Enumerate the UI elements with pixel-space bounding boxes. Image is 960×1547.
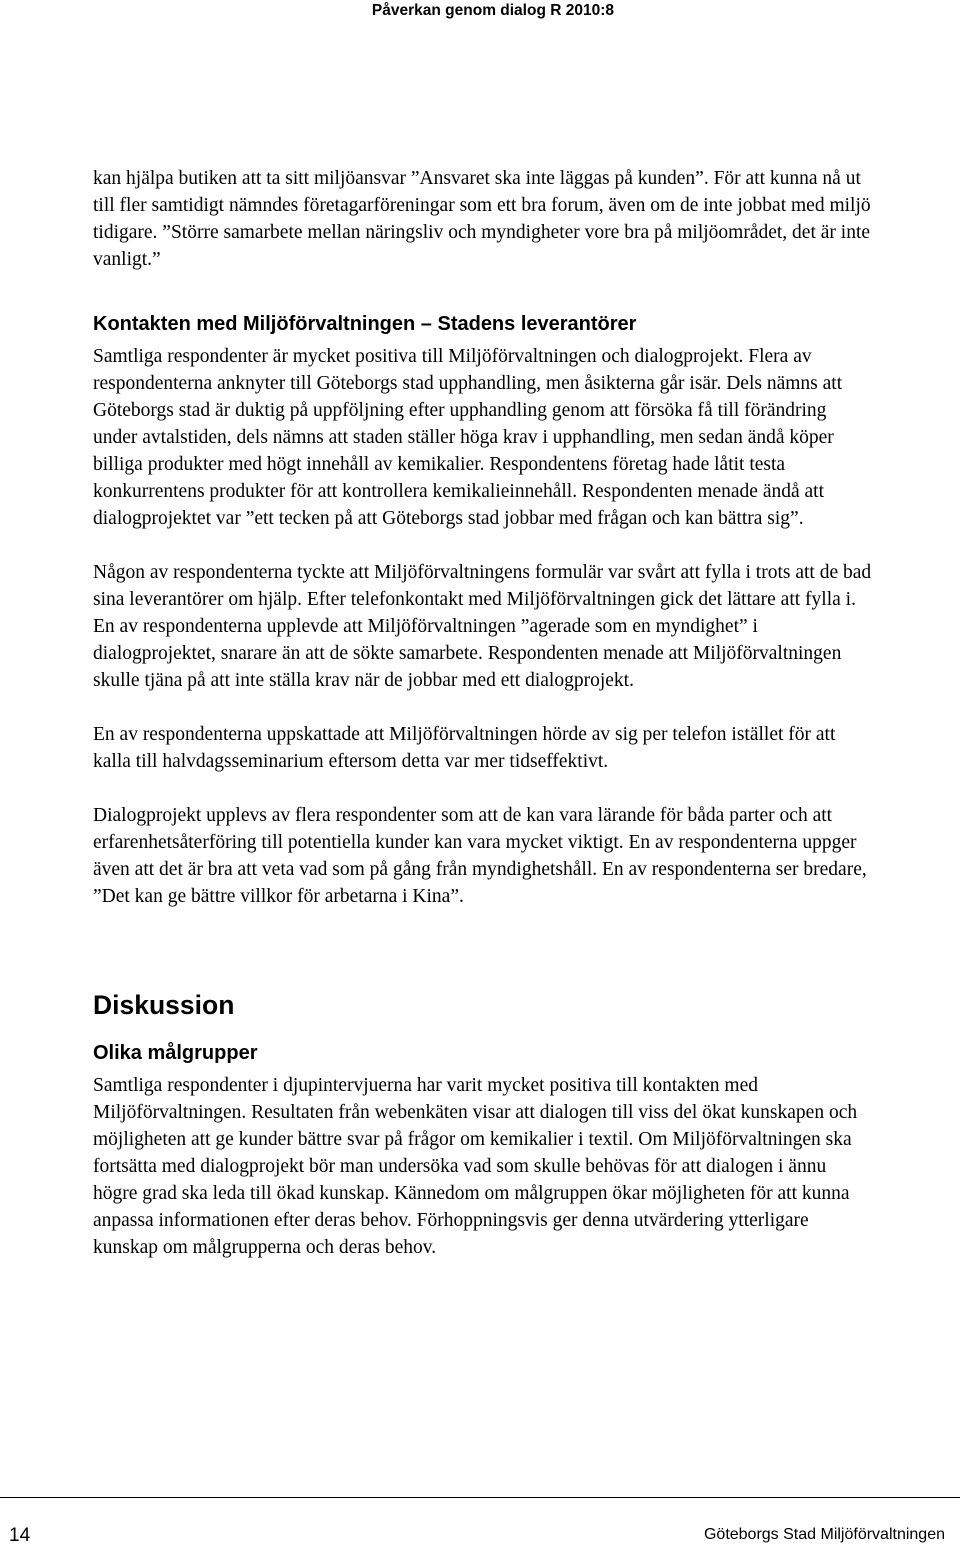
paragraph-dialog-learning: Dialogprojekt upplevs av flera respondenter som att de kan vara lärande för båda parter och att erfarenhetsåterföring till potentiella kunder kan vara mycket viktigt. En av respondenterna uppger även att det är bra att veta vad som på gång från myndighetshåll. En av respondenterna ser bredare, ”Det kan ge bättre villkor för arbetarna i Kina”.: [93, 805, 867, 907]
paragraph-respondents-positive: Samtliga respondenter är mycket positiva till Miljöförvaltningen och dialogprojekt. Flera av respondenterna anknyter till Göteborgs stad upphandling, men åsikterna går isär. Dels nämns att Göteborgs stad är duktig på uppföljning efter upphandling genom att försöka få till förändring under avtalstiden, dels nämns att staden ställer höga krav i upphandling, men sedan ändå köper billiga produkter med högt innehåll av kemikalier. Respondentens företag hade låtit testa konkurrentens produkter för att kontrollera kemikalieinnehåll. Respondenten menade ändå att dialogprojektet var ”ett tecken på att Göteborgs stad jobbar med frågan och kan bättra sig”.: [93, 346, 843, 529]
heading-diskussion: Diskussion: [93, 990, 235, 1020]
section-heading-leverantorer: Kontakten med Miljöförvaltningen – Stadens leverantörer: [93, 313, 637, 335]
page-content: [93, 165, 873, 1261]
paragraph-phone-contact: En av respondenterna uppskattade att Miljöförvaltningen hörde av sig per telefon istället för att kalla till halvdagsseminarium eftersom detta var mer tidseffektivt.: [93, 724, 836, 772]
running-header: Påverkan genom dialog R 2010:8: [371, 2, 614, 19]
footer-organization: Göteborgs Stad Miljöförvaltningen: [703, 1526, 945, 1543]
page-number: 14: [9, 1525, 31, 1546]
paragraph-discussion: Samtliga respondenter i djupintervjuerna har varit mycket positiva till kontakten med Miljöförvaltningen. Resultaten från webenkäten visar att dialogen till viss del ökat kunskapen och möjligheten att ge kunder bättre svar på frågor om kemikalier i textil. Om Miljöförvaltningen ska fortsätta med dialogprojekt bör man undersöka vad som skulle behövas för att dialogen i ännu högre grad ska leda till ökad kunskap. Kännedom om målgruppen ökar möjligheten för att kunna anpassa informationen efter deras behov. Förhoppningsvis ger denna utvärdering ytterligare kunskap om målgrupperna och deras behov.: [93, 1075, 858, 1258]
paragraph-form-difficult: Någon av respondenterna tyckte att Miljöförvaltningens formulär var svårt att fylla i trots att de bad sina leverantörer om hjälp. Efter telefonkontakt med Miljöförvaltningen gick det lättare att fylla i. En av respondenterna upplevde att Miljöförvaltningen ”agerade som en myndighet” i dialogprojektet, snarare än att de sökte samarbete. Respondenten menade att Miljöförvaltningen skulle tjäna på att inte ställa krav när de jobbar med ett dialogprojekt.: [93, 562, 872, 691]
heading-olika-malgrupper: Olika målgrupper: [93, 1042, 258, 1064]
intro-paragraph: kan hjälpa butiken att ta sitt miljöansvar ”Ansvaret ska inte läggas på kunden”. För att kunna nå ut till fler samtidigt nämndes företagarföreningar som ett bra forum, även om de inte jobbat med miljö tidigare. ”Större samarbete mellan näringsliv och myndigheter vore bra på miljöområdet, det är inte vanligt.”: [93, 168, 871, 270]
footer-divider: [0, 1497, 960, 1498]
